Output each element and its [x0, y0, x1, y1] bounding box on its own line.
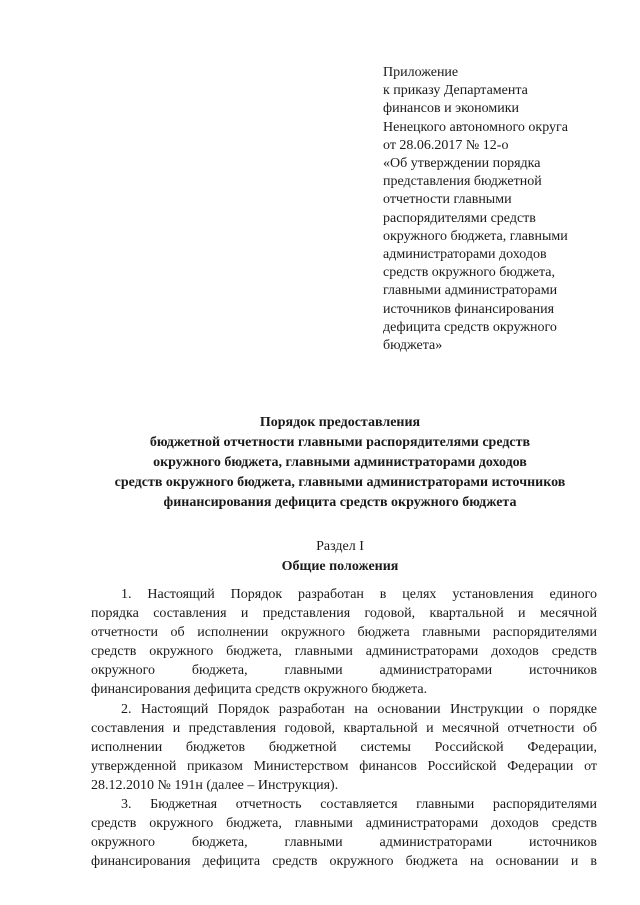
appendix-line: администраторами доходов — [383, 247, 547, 263]
section-name: Общие положения — [281, 559, 399, 574]
title-line: Порядок предоставления — [259, 415, 421, 430]
paragraph-line: утвержденной приказом Министерством финансов Российской Федерации от — [91, 758, 597, 774]
appendix-line: отчетности главными — [383, 192, 512, 208]
paragraph-line: финансирования дефицита средств окружного бюджета на основании и в — [91, 854, 597, 870]
appendix-line: дефицита средств окружного — [383, 319, 557, 335]
appendix-line: финансов и экономики — [383, 101, 520, 117]
title-line: финансирования дефицита средств окружного бюджета — [163, 495, 517, 510]
appendix-line: распорядителями средств — [383, 210, 536, 226]
appendix-line: бюджета» — [383, 338, 443, 354]
paragraph-line: средств окружного бюджета, главными администраторами доходов средств — [91, 816, 597, 832]
title-line: бюджетной отчетности главными распорядителями средств — [149, 435, 531, 450]
appendix-line: средств окружного бюджета, — [383, 265, 555, 281]
paragraph-line: составления и представления годовой, квартальной и месячной отчетности об — [91, 720, 597, 736]
paragraph-line: исполнении бюджетов бюджетной системы Российской Федерации, — [91, 739, 597, 755]
document-title — [90, 413, 590, 513]
document-body — [91, 585, 597, 871]
paragraph-line: финансирования дефицита средств окружного бюджета. — [91, 682, 428, 698]
paragraph-line: 1. Настоящий Порядок разработан в целях установления единого — [121, 587, 597, 602]
appendix-line: источников финансирования — [383, 301, 555, 317]
appendix-line: главными администраторами — [383, 283, 558, 299]
section-number: Раздел I — [316, 539, 364, 554]
paragraph-line: окружного бюджета, главными администраторами источников — [91, 663, 597, 679]
appendix-line: окружного бюджета, главными — [383, 228, 568, 244]
title-line: окружного бюджета, главными администраторами доходов — [153, 455, 527, 470]
appendix-line: «Об утверждении порядка — [383, 156, 541, 172]
paragraph-1 — [91, 585, 597, 700]
appendix-line: Приложение — [383, 65, 459, 80]
appendix-block — [383, 64, 603, 355]
paragraph-line: отчетности об исполнении окружного бюджета главными распорядителями — [91, 625, 597, 641]
appendix-line: к приказу Департамента — [383, 83, 528, 99]
paragraph-line: порядка составления и представления годовой, квартальной и месячной — [91, 606, 597, 622]
appendix-line: представления бюджетной — [383, 174, 542, 190]
appendix-line: от 28.06.2017 № 12-о — [383, 137, 509, 153]
paragraph-line: 3. Бюджетная отчетность составляется главными распорядителями — [121, 797, 597, 813]
paragraph-2 — [91, 700, 597, 795]
paragraph-line: 28.12.2010 № 191н (далее – Инструкция). — [91, 777, 339, 793]
paragraph-line: средств окружного бюджета, главными администраторами доходов средств — [91, 644, 597, 660]
appendix-line: Ненецкого автономного округа — [383, 119, 568, 135]
paragraph-3 — [91, 795, 597, 871]
section-heading — [90, 537, 590, 577]
paragraph-line: окружного бюджета, главными администраторами источников — [91, 835, 597, 851]
title-line: средств окружного бюджета, главными администраторами источников — [114, 475, 566, 490]
paragraph-line: 2. Настоящий Порядок разработан на основании Инструкции о порядке — [121, 701, 597, 717]
